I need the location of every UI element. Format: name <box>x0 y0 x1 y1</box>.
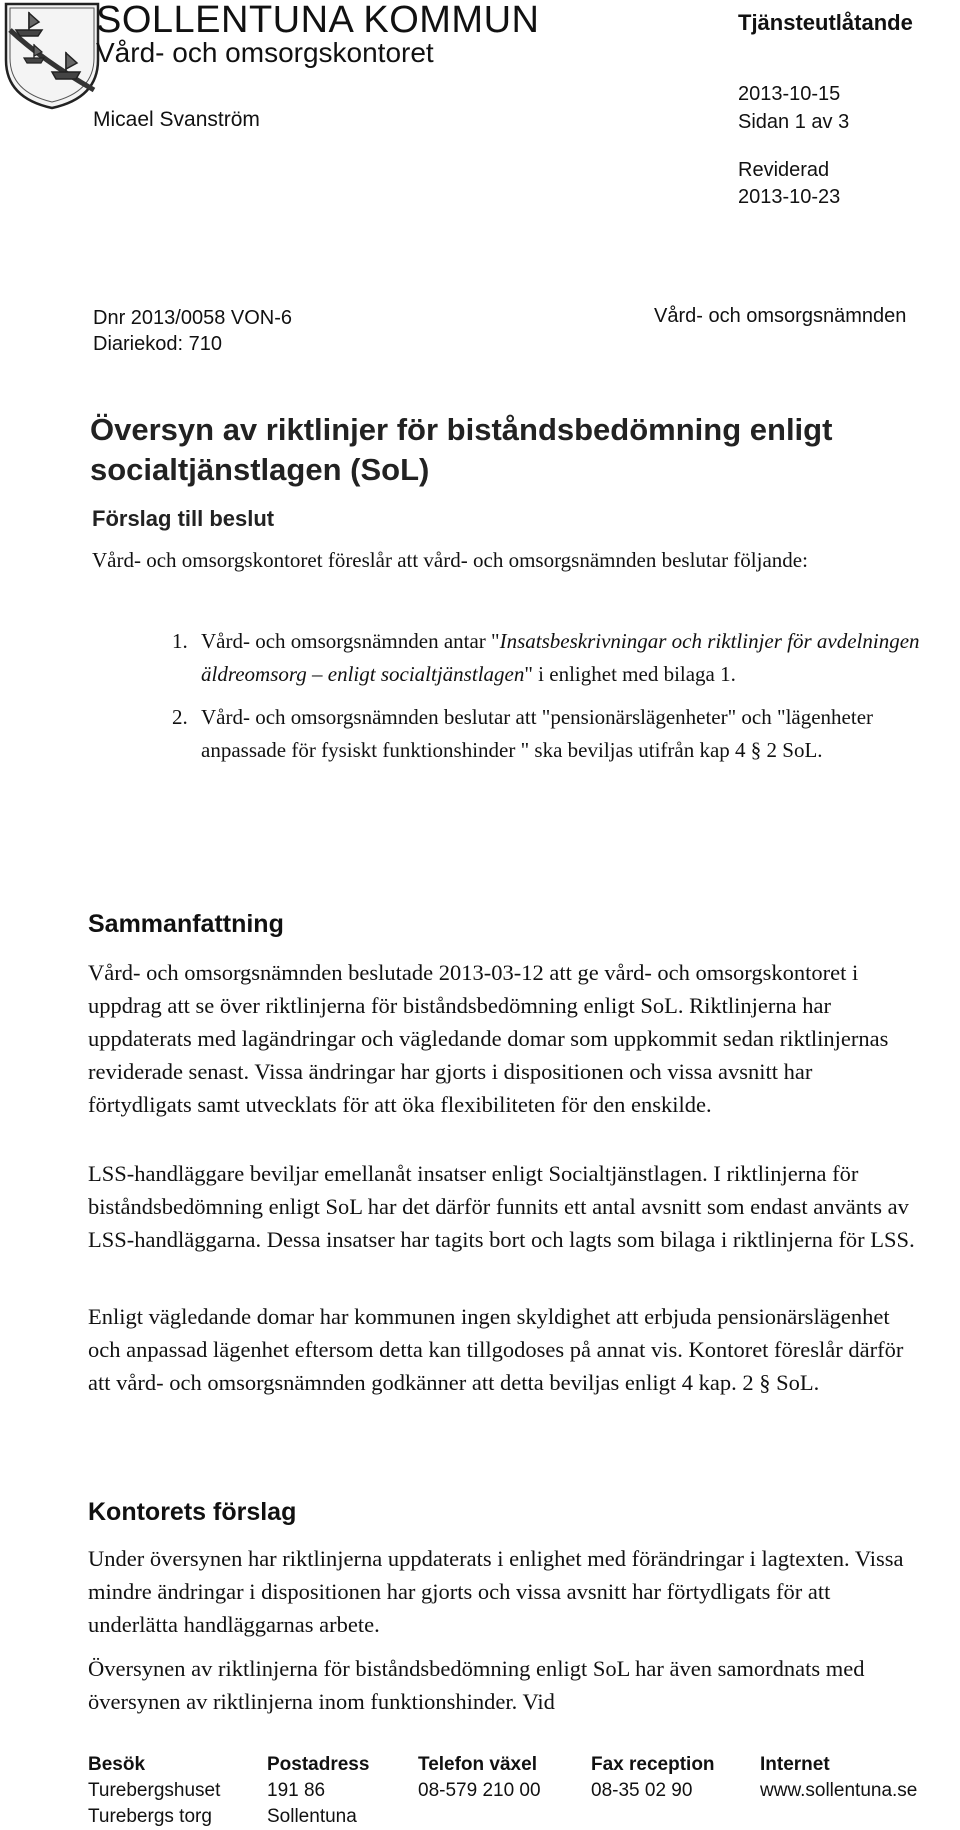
author-name: Micael Svanström <box>93 108 260 131</box>
decision-list <box>172 625 921 777</box>
municipality-coat-of-arms-logo <box>2 0 102 112</box>
diariekod: Diariekod: 710 <box>93 333 222 355</box>
revised-date: 2013-10-23 <box>738 186 841 208</box>
footer-label: Besök <box>88 1754 146 1775</box>
footer-line: 08-35 02 90 <box>591 1780 693 1801</box>
footer-label: Fax reception <box>591 1754 715 1775</box>
footer-label: Telefon växel <box>418 1754 537 1775</box>
page-title: Översyn av riktlinjer för biståndsbedömning enligt socialtjänstlagen (SoL) <box>90 412 833 487</box>
list-text-after: " i enlighet med bilaga 1. <box>524 662 736 686</box>
footer-postal <box>267 1752 369 1830</box>
list-text: Vård- och omsorgsnämnden beslutar att "pensionärslägenheter" och "lägenheter anpassade för fysiskt funktionshinder " ska beviljas utifrån kap 4 § 2 SoL. <box>201 705 874 762</box>
summary-heading: Sammanfattning <box>88 910 284 938</box>
footer-line: Sollentuna <box>267 1806 357 1827</box>
organization-department: Vård- och omsorgskontoret <box>96 37 434 68</box>
recipient-board: Vård- och omsorgsnämnden <box>654 305 907 327</box>
footer-label: Internet <box>760 1754 830 1775</box>
office-proposal-heading: Kontorets förslag <box>88 1498 297 1526</box>
list-number: 1. <box>172 629 188 653</box>
summary-paragraph: Enligt vägledande domar har kommunen ingen skyldighet att erbjuda pensionärslägenhet och anpassad lägenhet eftersom detta kan tillgodoses på annat vis. Kontoret föreslår därför att vård- och omsorgsnämnden godkänner att detta beviljas enligt 4 kap. 2 § SoL. <box>88 1304 904 1395</box>
website-link[interactable]: www.sollentuna.se <box>760 1780 918 1801</box>
office-proposal-paragraph: Under översynen har riktlinjerna uppdaterats i enlighet med förändringar i lagtexten. Vissa mindre ändringar i dispositionen har gjorts och vissa avsnitt har förtydligats för att underlätta handläggarnas arbete. <box>88 1546 904 1637</box>
proposal-intro: Vård- och omsorgskontoret föreslår att vård- och omsorgsnämnden beslutar följande: <box>92 548 808 572</box>
summary-paragraph: LSS-handläggare beviljar emellanåt insatser enligt Socialtjänstlagen. I riktlinjerna för biståndsbedömning enligt SoL har det därför funnits ett antal avsnitt som endast använts av LSS-handläggarna. Dessa insatser har tagits bort och lagts som bilaga i riktlinjerna för LSS. <box>88 1161 915 1252</box>
organization-name: SOLLENTUNA KOMMUN <box>96 0 540 41</box>
footer-phone <box>418 1752 541 1804</box>
list-text-before: Vård- och omsorgsnämnden antar " <box>201 629 500 653</box>
footer-label: Postadress <box>267 1754 370 1775</box>
summary-paragraph: Vård- och omsorgsnämnden beslutade 2013-03-12 att ge vård- och omsorgskontoret i uppdrag att se över riktlinjerna för biståndsbedömning enligt SoL. Riktlinjerna har uppdaterats med lagändringar och vägledande domar som uppkommit sedan riktlinjernas reviderade senast. Vissa ändringar har gjorts i dispositionen och vissa avsnitt har förtydligats samt utvecklats för att öka flexibiliteten för den enskilde. <box>88 960 889 1117</box>
footer-line: Turebergs torg <box>88 1806 212 1827</box>
page-number: Sidan 1 av 3 <box>738 111 850 133</box>
document-type: Tjänsteutlåtande <box>738 10 913 35</box>
revised-label: Reviderad <box>738 159 830 181</box>
footer-visit <box>88 1752 220 1830</box>
footer-line: 191 86 <box>267 1780 326 1801</box>
list-item <box>172 625 921 691</box>
document-date: 2013-10-15 <box>738 83 841 105</box>
reference-block <box>93 305 292 357</box>
footer-fax <box>591 1752 715 1804</box>
footer-line: 08-579 210 00 <box>418 1780 541 1801</box>
list-item <box>172 701 921 767</box>
dnr-number: Dnr 2013/0058 VON-6 <box>93 307 293 329</box>
list-text-italic: Insatsbeskrivningar och riktlinjer för avdelningen äldreomsorg – enligt socialtjänstlagen <box>201 629 920 686</box>
office-proposal-paragraph: Översynen av riktlinjerna för biståndsbedömning enligt SoL har även samordnats med översynen av riktlinjerna inom funktionshinder. Vid <box>88 1656 865 1714</box>
footer-line: Turebergshuset <box>88 1780 221 1801</box>
footer-internet <box>760 1752 917 1804</box>
list-number: 2. <box>172 705 188 729</box>
proposal-heading: Förslag till beslut <box>92 506 275 531</box>
